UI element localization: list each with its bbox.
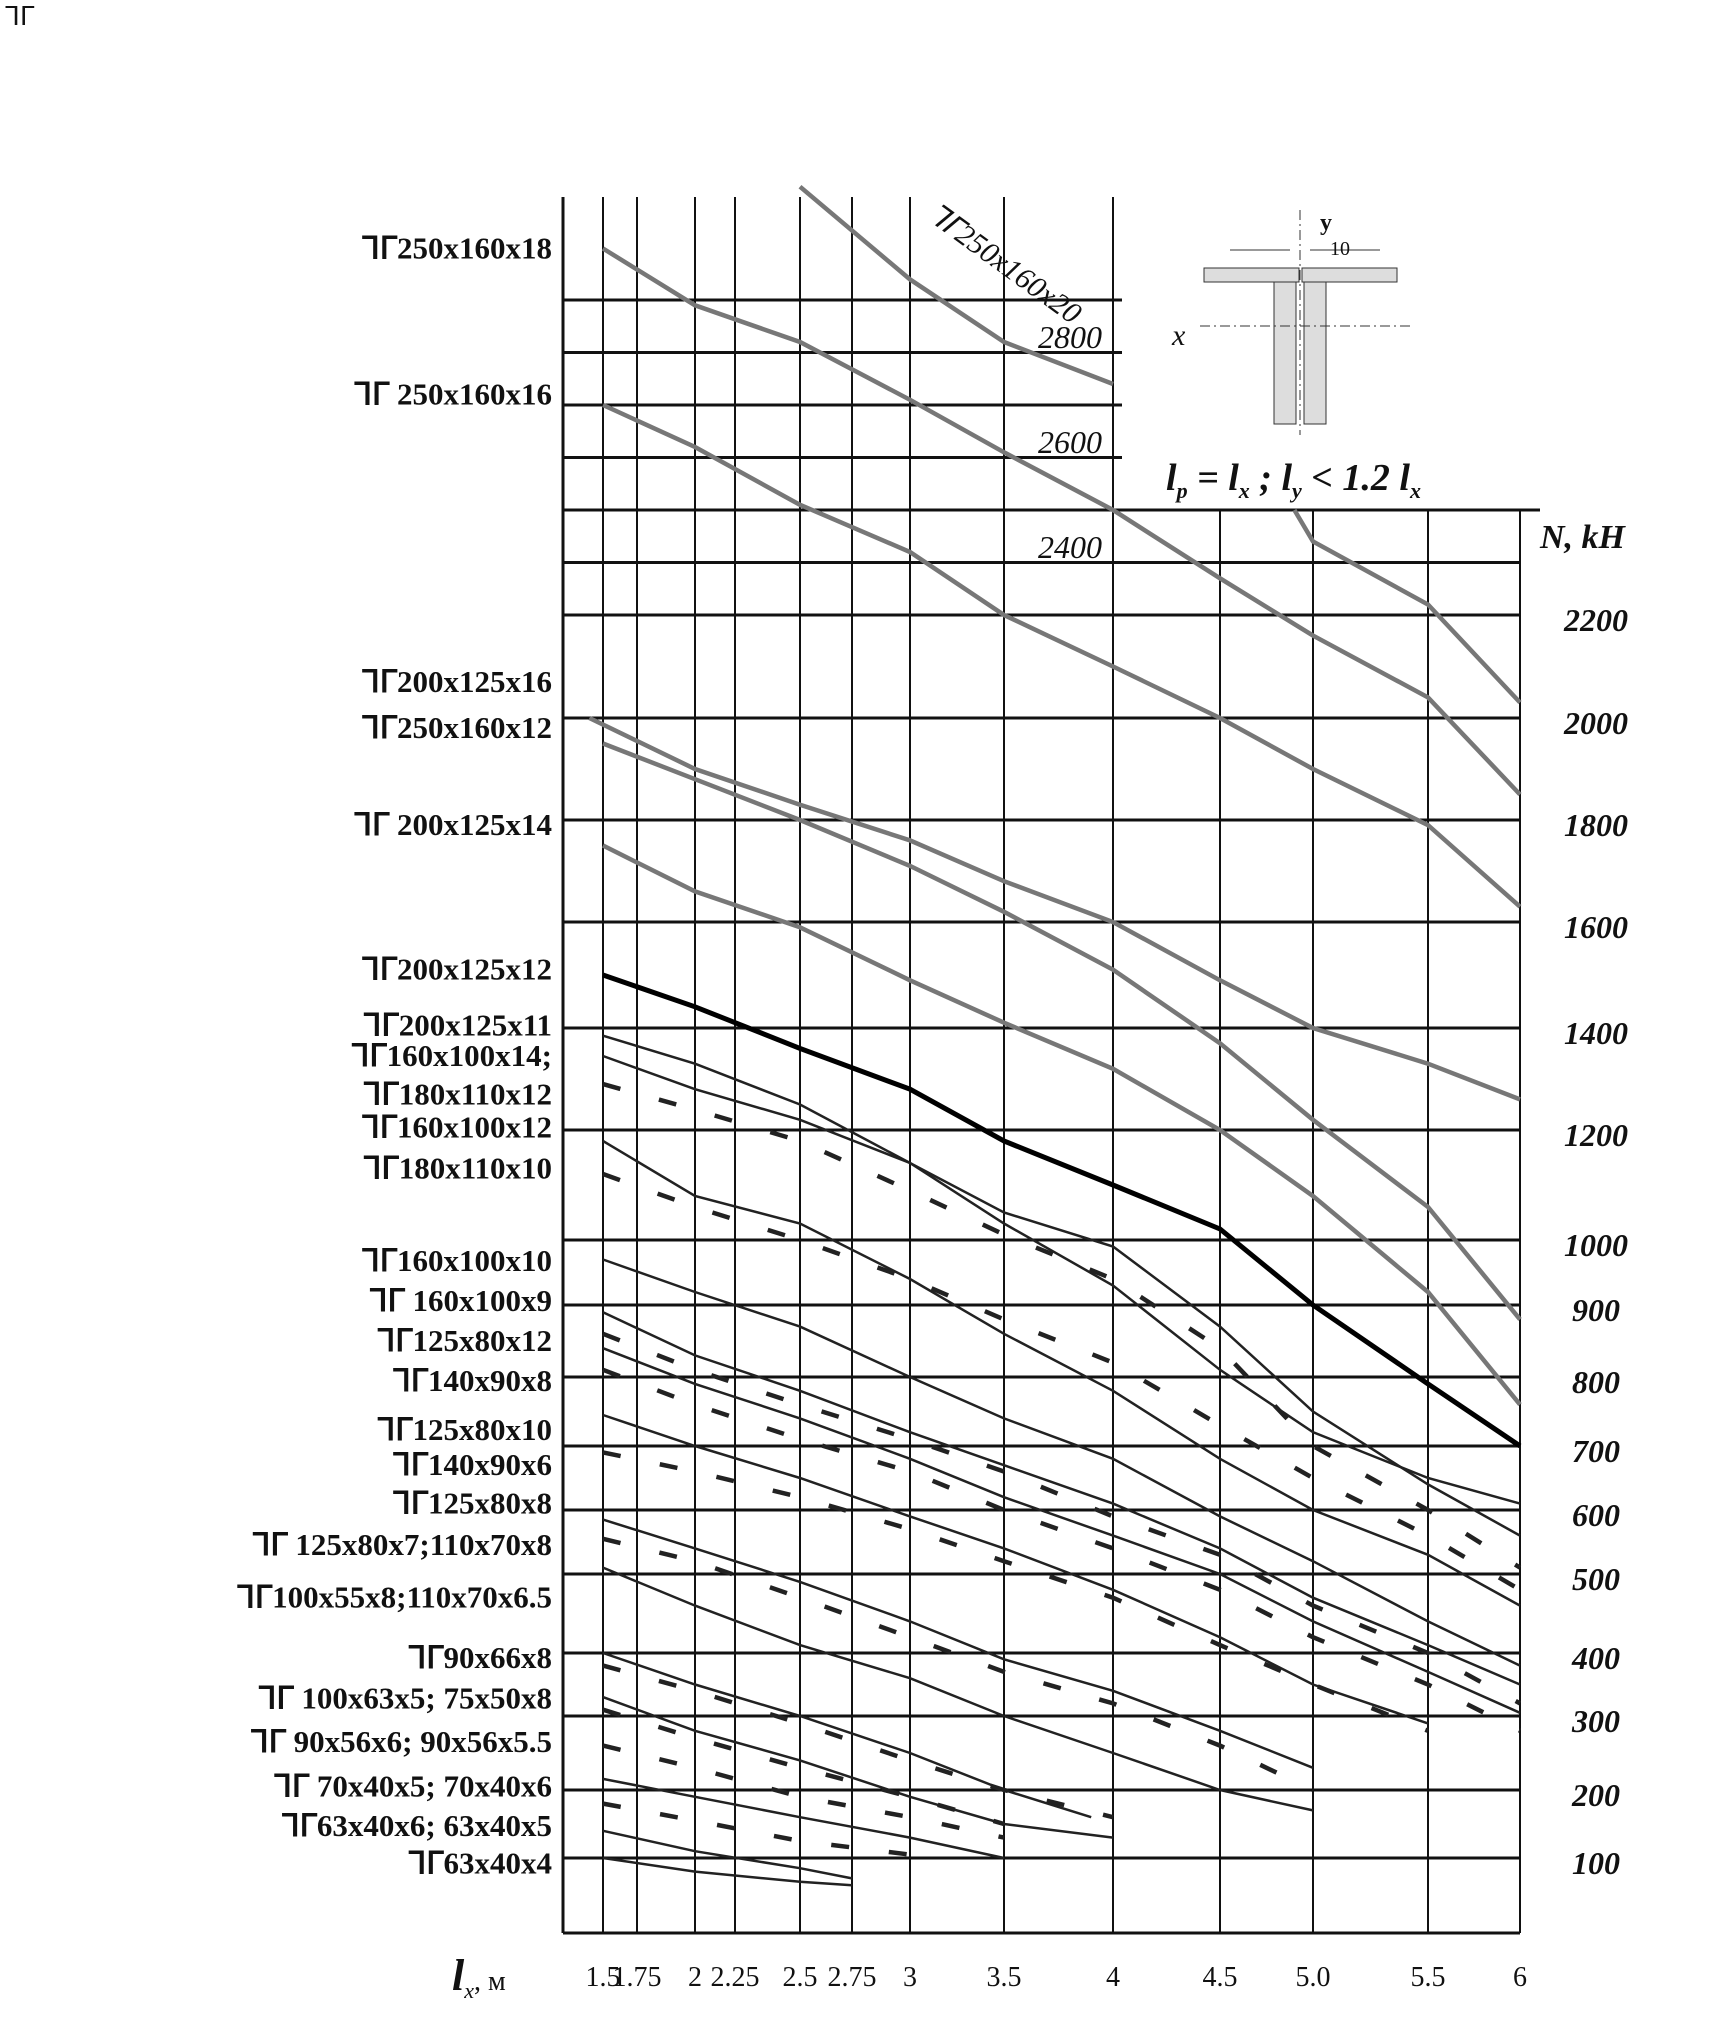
y-tick-label: 600 [1572,1497,1620,1533]
profile-label: ᒣᒥ125x80x10 [376,1412,552,1448]
profile-label: ᒣᒥ250x160x18 [360,230,552,266]
y-tick-label: 300 [1572,1703,1620,1739]
x-tick-label: 5.5 [1410,1962,1446,1993]
profile-label: ᒣᒥ 200x125x14 [353,807,552,843]
x-tick-label: 6 [1513,1962,1527,1993]
series-line-7 [603,846,1520,1405]
profile-label: ᒣᒥ180x110x12 [362,1076,552,1112]
y-tick-label: 200 [1572,1777,1620,1813]
series-line-21 [603,1520,1313,1768]
section-gap-label: 10 [1330,238,1350,260]
x-tick-labels [586,1962,1528,1993]
x-tick-label: 2.25 [710,1962,760,1993]
y-tick-label: 1800 [1564,807,1628,843]
series-line-19 [603,1415,1428,1723]
series-line-9 [603,1036,1520,1504]
series-line-13 [603,1174,1520,1590]
profile-label: ᒣᒥ 125x80x7;110x70x8 [251,1527,552,1563]
y-tick-label: 800 [1572,1364,1620,1400]
y-tick-label: 1200 [1564,1117,1628,1153]
series-line-12 [603,1141,1520,1606]
section-y-axis-label: y [1320,210,1332,236]
profile-label: ᒣᒥ200x125x12 [360,951,552,987]
y-tick-label: 1000 [1564,1227,1628,1263]
y-tick-label-upper: 2600 [1038,424,1102,460]
y-tick-label: 2200 [1564,602,1628,638]
profile-label: ᒣᒥ140x90x8 [391,1363,552,1399]
y-tick-label: 1400 [1564,1015,1628,1051]
profile-label: ᒣᒥ 100x63x5; 75x50x8 [257,1680,552,1716]
profile-label: ᒣᒥ160x100x10 [360,1242,552,1278]
profile-label: ᒣᒥ250x160x12 [360,710,552,746]
profile-label: ᒣᒥ 160x100x9 [368,1283,552,1319]
y-tick-label: 500 [1572,1561,1620,1597]
x-tick-label: 4 [1106,1962,1120,1993]
y-tick-label: 900 [1572,1292,1620,1328]
y-tick-label: 2000 [1564,705,1628,741]
y-tick-label: 1600 [1564,909,1628,945]
profile-label: ᒣᒥ180x110x10 [362,1150,552,1186]
profile-label: ᒣᒥ200x125x11 [362,1007,552,1043]
y-tick-label-upper: 2400 [1038,529,1102,565]
y-tick-label: 700 [1572,1433,1620,1469]
series-line-15 [603,1312,1520,1684]
series-line-4 [1294,510,1520,703]
x-tick-label: 2 [688,1962,702,1993]
profile-label: ᒣᒥ100x55x8;110x70x6.5 [235,1579,552,1615]
y-tick-label-upper: 2800 [1038,319,1102,355]
profile-label: ᒣᒥ63x40x6; 63x40x5 [280,1808,552,1844]
curve-label-250x160x20: ᒣᒥ250x160x20 [920,196,1088,331]
condition-label: $l_p = l_x$ ; $l_y < 1.2$ $l_x$ [1166,457,1421,503]
series-line-26 [603,1697,1113,1838]
series-line-20 [603,1452,1428,1730]
x-tick-label: 2.75 [827,1962,877,1993]
series-line-11 [603,1084,1520,1568]
profile-label: ᒣᒥ 90x56x6; 90x56x5.5 [249,1723,552,1759]
series-line-31 [603,1831,852,1879]
section-sketch-icon [1200,210,1410,435]
y-tick-label: 100 [1572,1845,1620,1881]
section-x-axis-label: x [1172,319,1186,352]
x-tick-label: 5.0 [1295,1962,1331,1993]
profile-label: ᒣᒥ160x100x12 [360,1109,552,1145]
series-line-10 [603,1056,1520,1536]
profile-label: ᒣᒥ 250x160x16 [353,376,552,412]
corner-mark: ᒣᒥ [4,2,35,31]
y-tick-label: 400 [1572,1640,1620,1676]
profile-label: ᒣᒥ140x90x6 [391,1447,552,1483]
profile-label: ᒣᒥ160x100x14; [350,1038,552,1074]
y-axis-label: N, kH [1540,519,1625,556]
profile-label: ᒣᒥ90x66x8 [407,1640,552,1676]
x-tick-label: 1.5 [585,1962,621,1993]
profile-labels [236,231,552,1881]
profile-label: ᒣᒥ63x40x4 [407,1845,552,1881]
x-tick-label: 1.75 [612,1962,662,1993]
profile-label: ᒣᒥ200x125x16 [360,663,552,699]
x-tick-label: 3 [903,1962,917,1993]
x-tick-label: 4.5 [1202,1962,1238,1993]
series-line-6 [603,744,1520,1320]
profile-label: ᒣᒥ 70x40x5; 70x40x6 [273,1768,552,1804]
profile-label: ᒣᒥ125x80x12 [376,1323,552,1358]
x-axis-label: lx, м [452,1951,506,2003]
series-line-22 [603,1539,1313,1790]
profile-label: ᒣᒥ125x80x8 [391,1485,552,1521]
x-tick-label: 3.5 [986,1962,1022,1993]
series-line-17 [603,1348,1520,1713]
x-tick-label: 2.5 [782,1962,818,1993]
series-line-14 [603,1260,1520,1666]
